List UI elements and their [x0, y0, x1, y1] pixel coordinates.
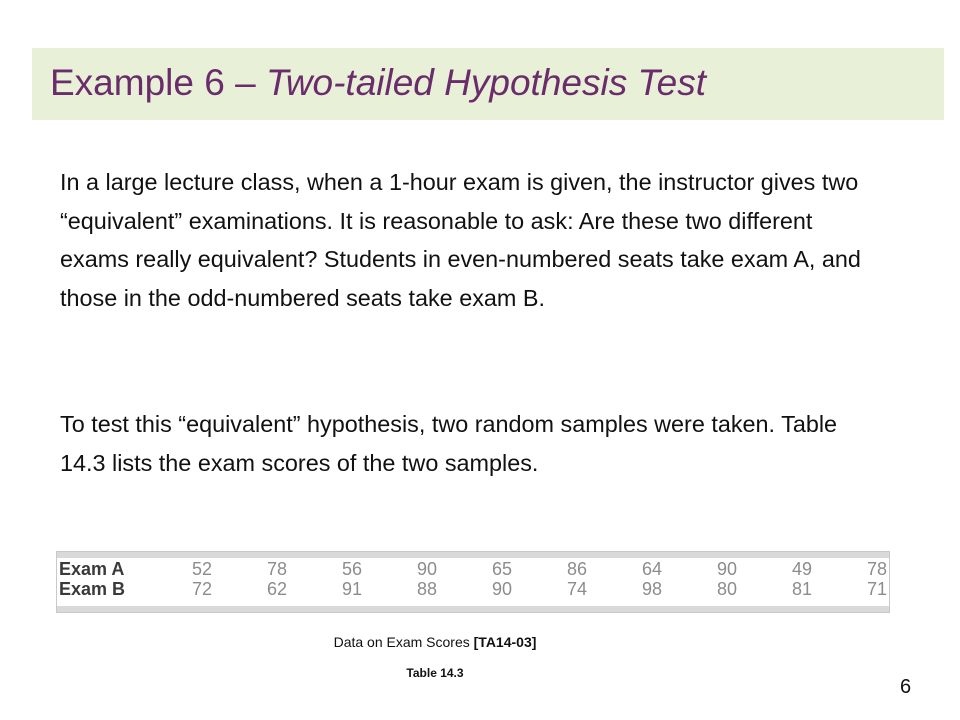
- table-cell: 90: [716, 559, 737, 579]
- table-cell: 74: [566, 579, 587, 599]
- table-cell: 71: [866, 579, 887, 599]
- table-cell: 81: [791, 579, 812, 599]
- table-row: [57, 579, 889, 599]
- slide-title-main: Example 6 –: [50, 62, 266, 103]
- table-cell: 78: [866, 559, 887, 579]
- table-label: Table 14.3: [406, 666, 464, 680]
- table-cell: 90: [416, 559, 437, 579]
- title-bar: [32, 48, 944, 120]
- slide-title: [50, 62, 706, 104]
- table-cell: 78: [266, 559, 287, 579]
- table-cell: 80: [716, 579, 737, 599]
- page-number: 6: [900, 676, 912, 698]
- table-caption: [0, 634, 870, 650]
- exam-scores-table: [56, 551, 890, 613]
- caption-text: Data on Exam Scores: [333, 634, 474, 650]
- table-cell: 91: [341, 579, 362, 599]
- table-top-band: [57, 552, 889, 558]
- paragraph-samples: To test this “equivalent” hypothesis, two random samples were taken. Table 14.3 lists the exam scores of the two samples.: [60, 411, 838, 476]
- table-cell: 65: [491, 559, 512, 579]
- table-cell: 62: [266, 579, 287, 599]
- table-cell: 56: [341, 559, 362, 579]
- table-cell: 86: [566, 559, 587, 579]
- table-cell: 64: [641, 559, 662, 579]
- paragraph-intro: In a large lecture class, when a 1-hour exam is given, the instructor gives two “equivalent” examinations. It is reasonable to ask: Are these two different exams really equivalent? Students in even-numbered seats take exam A, and those in the odd-numbered seats take exam B.: [60, 169, 861, 311]
- table-cell: 88: [416, 579, 437, 599]
- slide-title-italic: Two-tailed Hypothesis Test: [265, 62, 707, 103]
- table-cell: 98: [641, 579, 662, 599]
- table-bottom-band: [57, 606, 889, 612]
- table-cell: 49: [791, 559, 812, 579]
- table-cell: 52: [191, 559, 212, 579]
- scores-grid: [57, 559, 889, 599]
- caption-code: [TA14-03]: [473, 634, 537, 650]
- table-row: [57, 559, 889, 579]
- row-label-exam-b: Exam B: [59, 579, 126, 599]
- table-cell: 90: [491, 579, 512, 599]
- table-cell: 72: [191, 579, 212, 599]
- row-label-exam-a: Exam A: [59, 559, 125, 579]
